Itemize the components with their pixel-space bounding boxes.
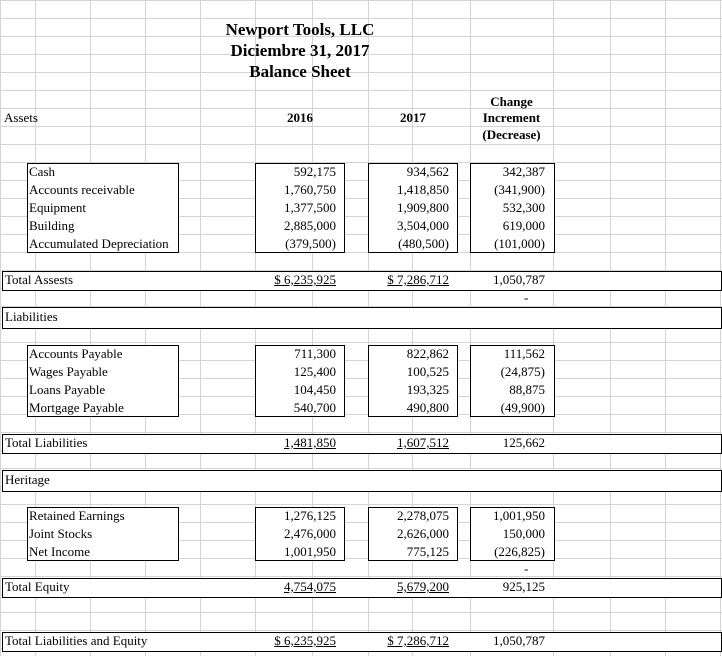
assets-header: Assets [4, 110, 38, 125]
liability-row-label: Loans Payable [29, 382, 106, 397]
total-assets-change: 1,050,787 [493, 272, 545, 287]
total-le-label: Total Liabilities and Equity [5, 633, 148, 648]
liabilities-header: Liabilities [5, 309, 58, 324]
heritage-row-label: Joint Stocks [29, 526, 93, 541]
total-liabilities-2016: 1,481,850 [284, 435, 336, 450]
heritage-header-box [2, 470, 722, 492]
change-header-2: Increment [482, 110, 541, 125]
change-header-1: Change [490, 94, 533, 109]
heritage-row-label: Retained Earnings [29, 508, 125, 523]
liability-row-change-value: 88,875 [509, 382, 545, 397]
total-liabilities-2017: 1,607,512 [397, 435, 449, 450]
liability-row-2017-value: 100,525 [406, 364, 449, 379]
total-assets-2016: $ 6,235,925 [274, 272, 336, 287]
total-le-2017: $ 7,286,712 [387, 633, 449, 648]
asset-row-2016-value: (379,500) [285, 236, 336, 251]
heritage-header: Heritage [5, 472, 50, 487]
asset-row-change-value: 619,000 [502, 218, 545, 233]
report-name: Balance Sheet [249, 62, 351, 81]
total-equity-2017: 5,679,200 [397, 579, 449, 594]
asset-row-label: Accumulated Depreciation [29, 236, 169, 251]
asset-row-2016-value: 1,760,750 [284, 182, 336, 197]
liability-row-change-value: (24,875) [500, 364, 545, 379]
asset-row-2017-value: 3,504,000 [397, 218, 449, 233]
total-liabilities-label: Total Liabilities [5, 435, 88, 450]
total-equity-2016: 4,754,075 [284, 579, 336, 594]
total-assets-row-box [2, 271, 722, 291]
heritage-row-label: Net Income [29, 544, 91, 559]
liability-row-label: Wages Payable [29, 364, 108, 379]
asset-row-label: Equipment [29, 200, 87, 215]
heritage-dash: - [524, 561, 529, 576]
liability-row-2017-value: 193,325 [406, 382, 449, 397]
liability-row-2017-value: 822,862 [406, 346, 449, 361]
year-2016-header: 2016 [287, 110, 313, 125]
heritage-row-2017-value: 2,626,000 [397, 526, 449, 541]
liability-row-2017-value: 490,800 [406, 400, 449, 415]
total-equity-label: Total Equity [5, 579, 70, 594]
heritage-row-2016-value: 2,476,000 [284, 526, 336, 541]
liability-row-change-value: 111,562 [503, 346, 545, 361]
liability-row-label: Accounts Payable [29, 346, 123, 361]
total-assets-2017: $ 7,286,712 [387, 272, 449, 287]
asset-row-label: Building [29, 218, 75, 233]
heritage-row-2016-value: 1,001,950 [284, 544, 336, 559]
total-equity-row-box [2, 578, 722, 598]
heritage-row-change-value: 1,001,950 [493, 508, 545, 523]
total-le-change: 1,050,787 [493, 633, 545, 648]
liabilities-header-box [2, 307, 722, 329]
total-assets-label: Total Assests [5, 272, 74, 287]
asset-row-2017-value: (480,500) [398, 236, 449, 251]
asset-row-2016-value: 2,885,000 [284, 218, 336, 233]
total-liabilities-change: 125,662 [502, 435, 545, 450]
heritage-row-change-value: 150,000 [502, 526, 545, 541]
asset-row-2016-value: 1,377,500 [284, 200, 336, 215]
asset-row-2017-value: 934,562 [406, 164, 449, 179]
heritage-row-change-value: (226,825) [494, 544, 545, 559]
liability-row-label: Mortgage Payable [29, 400, 124, 415]
asset-row-2016-value: 592,175 [293, 164, 336, 179]
liability-row-2016-value: 104,450 [293, 382, 336, 397]
asset-row-label: Cash [29, 164, 55, 179]
liability-row-2016-value: 125,400 [293, 364, 336, 379]
asset-row-change-value: 342,387 [502, 164, 545, 179]
asset-row-change-value: 532,300 [502, 200, 545, 215]
asset-row-change-value: (341,900) [494, 182, 545, 197]
total-le-2016: $ 6,235,925 [274, 633, 336, 648]
total-equity-change: 925,125 [502, 579, 545, 594]
heritage-row-2017-value: 775,125 [406, 544, 449, 559]
asset-row-2017-value: 1,909,800 [397, 200, 449, 215]
liability-row-2016-value: 711,300 [294, 346, 336, 361]
report-date: Diciembre 31, 2017 [230, 41, 370, 60]
company-title: Newport Tools, LLC [225, 20, 375, 39]
heritage-row-2017-value: 2,278,075 [397, 508, 449, 523]
total-assets-dash: - [524, 290, 529, 305]
year-2017-header: 2017 [400, 110, 426, 125]
liability-row-change-value: (49,900) [500, 400, 545, 415]
asset-row-label: Accounts receivable [29, 182, 135, 197]
liability-row-2016-value: 540,700 [293, 400, 336, 415]
asset-row-2017-value: 1,418,850 [397, 182, 449, 197]
change-header-3: (Decrease) [482, 127, 541, 142]
total-liabilities-row-box [2, 434, 722, 454]
heritage-row-2016-value: 1,276,125 [284, 508, 336, 523]
asset-row-change-value: (101,000) [494, 236, 545, 251]
